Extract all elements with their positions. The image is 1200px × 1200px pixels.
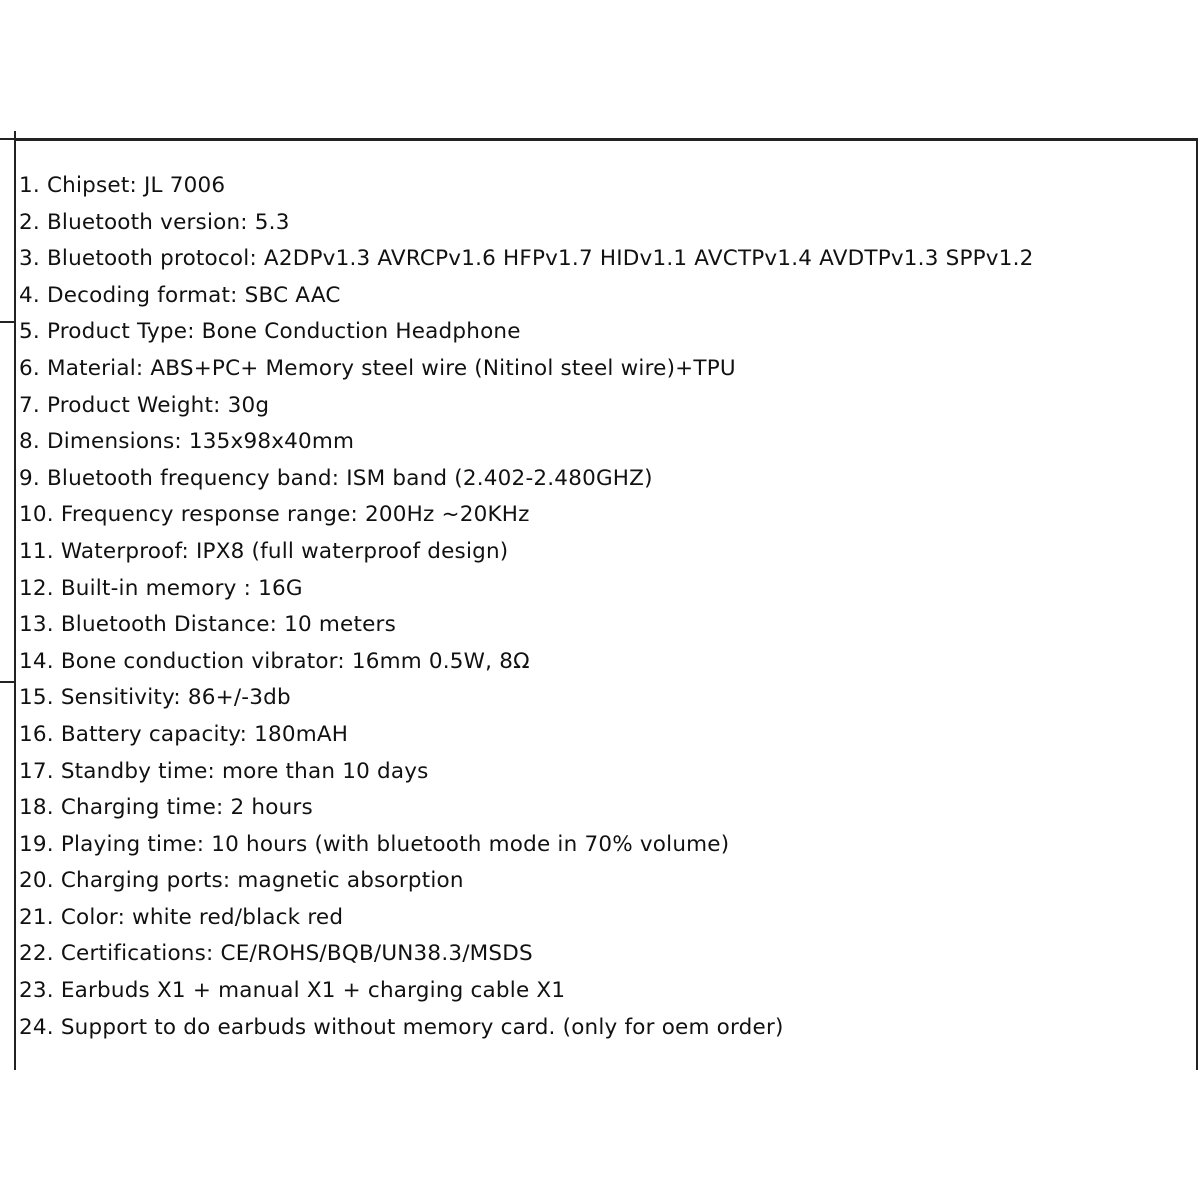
spec-waterproof: 11. Waterproof: IPX8 (full waterproof design) xyxy=(19,538,509,564)
spec-oem-support: 24. Support to do earbuds without memory card. (only for oem order) xyxy=(19,1014,784,1040)
table-right-border xyxy=(1196,138,1198,1070)
spec-battery-capacity: 16. Battery capacity: 180mAH xyxy=(19,721,349,747)
row-divider-stub xyxy=(0,681,15,683)
spec-frequency-response: 10. Frequency response range: 200Hz ~20KHz xyxy=(19,502,530,528)
spec-standby-time: 17. Standby time: more than 10 days xyxy=(19,758,429,784)
spec-decoding-format: 4. Decoding format: SBC AAC xyxy=(19,282,341,308)
spec-package-contents: 23. Earbuds X1 + manual X1 + charging cable X1 xyxy=(19,978,566,1004)
row-divider-stub xyxy=(0,138,15,140)
row-divider-stub xyxy=(0,321,15,323)
spec-charging-time: 18. Charging time: 2 hours xyxy=(19,795,313,821)
table-top-border xyxy=(14,138,1198,141)
spec-playing-time: 19. Playing time: 10 hours (with bluetooth mode in 70% volume) xyxy=(19,831,730,857)
spec-frequency-band: 9. Bluetooth frequency band: ISM band (2.402-2.480GHZ) xyxy=(19,465,653,491)
spec-material: 6. Material: ABS+PC+ Memory steel wire (Nitinol steel wire)+TPU xyxy=(19,355,736,381)
spec-product-weight: 7. Product Weight: 30g xyxy=(19,392,270,418)
specification-list xyxy=(19,168,1189,1046)
spec-chipset: 1. Chipset: JL 7006 xyxy=(19,173,226,198)
table-left-border xyxy=(14,131,16,1070)
spec-certifications: 22. Certifications: CE/ROHS/BQB/UN38.3/MSDS xyxy=(19,941,533,967)
spec-bluetooth-version: 2. Bluetooth version: 5.3 xyxy=(19,209,290,235)
spec-dimensions: 8. Dimensions: 135x98x40mm xyxy=(19,429,355,455)
spec-bluetooth-protocol: 3. Bluetooth protocol: A2DPv1.3 AVRCPv1.6 HFPv1.7 HIDv1.1 AVCTPv1.4 AVDTPv1.3 SPPv1.2 xyxy=(19,246,1034,272)
spec-charging-ports: 20. Charging ports: magnetic absorption xyxy=(19,868,464,894)
spec-bluetooth-distance: 13. Bluetooth Distance: 10 meters xyxy=(19,612,396,638)
spec-color: 21. Color: white red/black red xyxy=(19,904,344,930)
spec-vibrator: 14. Bone conduction vibrator: 16mm 0.5W, 8Ω xyxy=(19,648,530,674)
spec-product-type: 5. Product Type: Bone Conduction Headphone xyxy=(19,319,521,345)
spec-sensitivity: 15. Sensitivity: 86+/-3db xyxy=(19,685,291,711)
spec-built-in-memory: 12. Built-in memory : 16G xyxy=(19,575,303,601)
